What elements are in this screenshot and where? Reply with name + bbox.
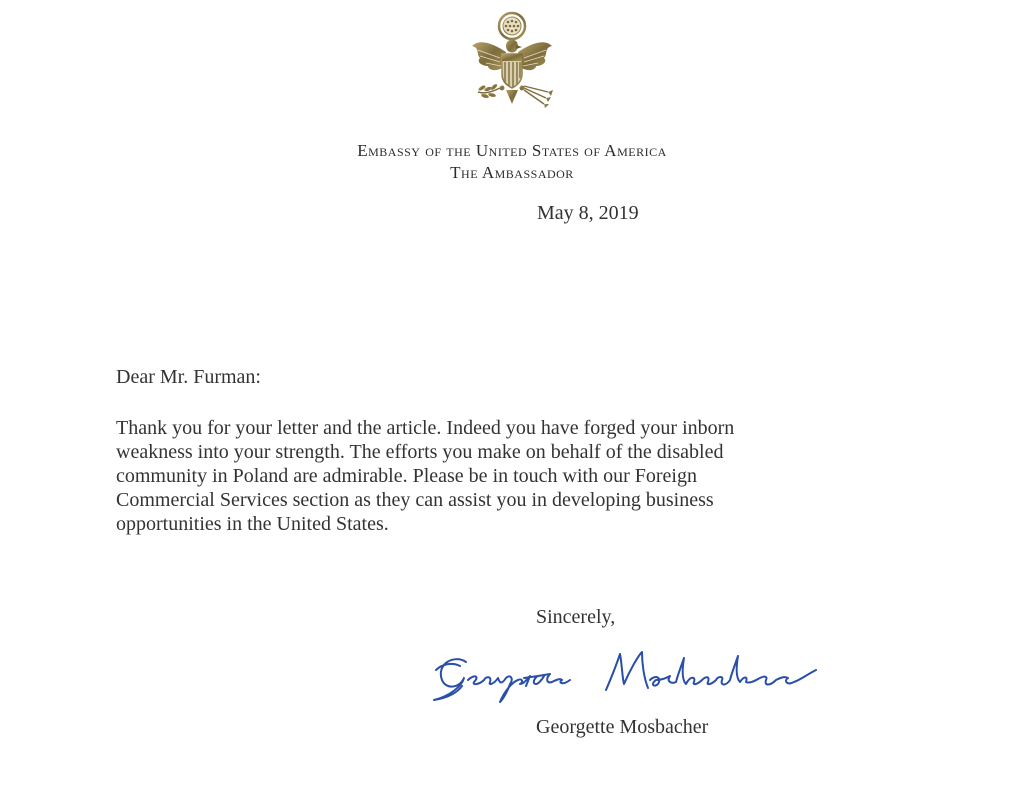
embassy-heading: Embassy of the United States of America <box>357 141 667 160</box>
ambassador-heading: The Ambassador <box>450 163 574 182</box>
closing: Sincerely, <box>536 606 616 628</box>
great-seal-eagle-icon <box>466 8 558 112</box>
salutation: Dear Mr. Furman: <box>116 366 261 388</box>
letter-body: Thank you for your letter and the article. Indeed you have forged your inborn weakness into your strength. The efforts you make on behalf of the disabled community in Poland are admirable. Please be in touch with our Foreign Commercial Services section as they can assist you in developing business opportunities in the United States. <box>116 417 735 535</box>
signer-name: Georgette Mosbacher <box>536 716 709 738</box>
handwritten-signature <box>428 640 828 710</box>
letterhead <box>0 140 1024 184</box>
letter-date: May 8, 2019 <box>537 202 639 224</box>
